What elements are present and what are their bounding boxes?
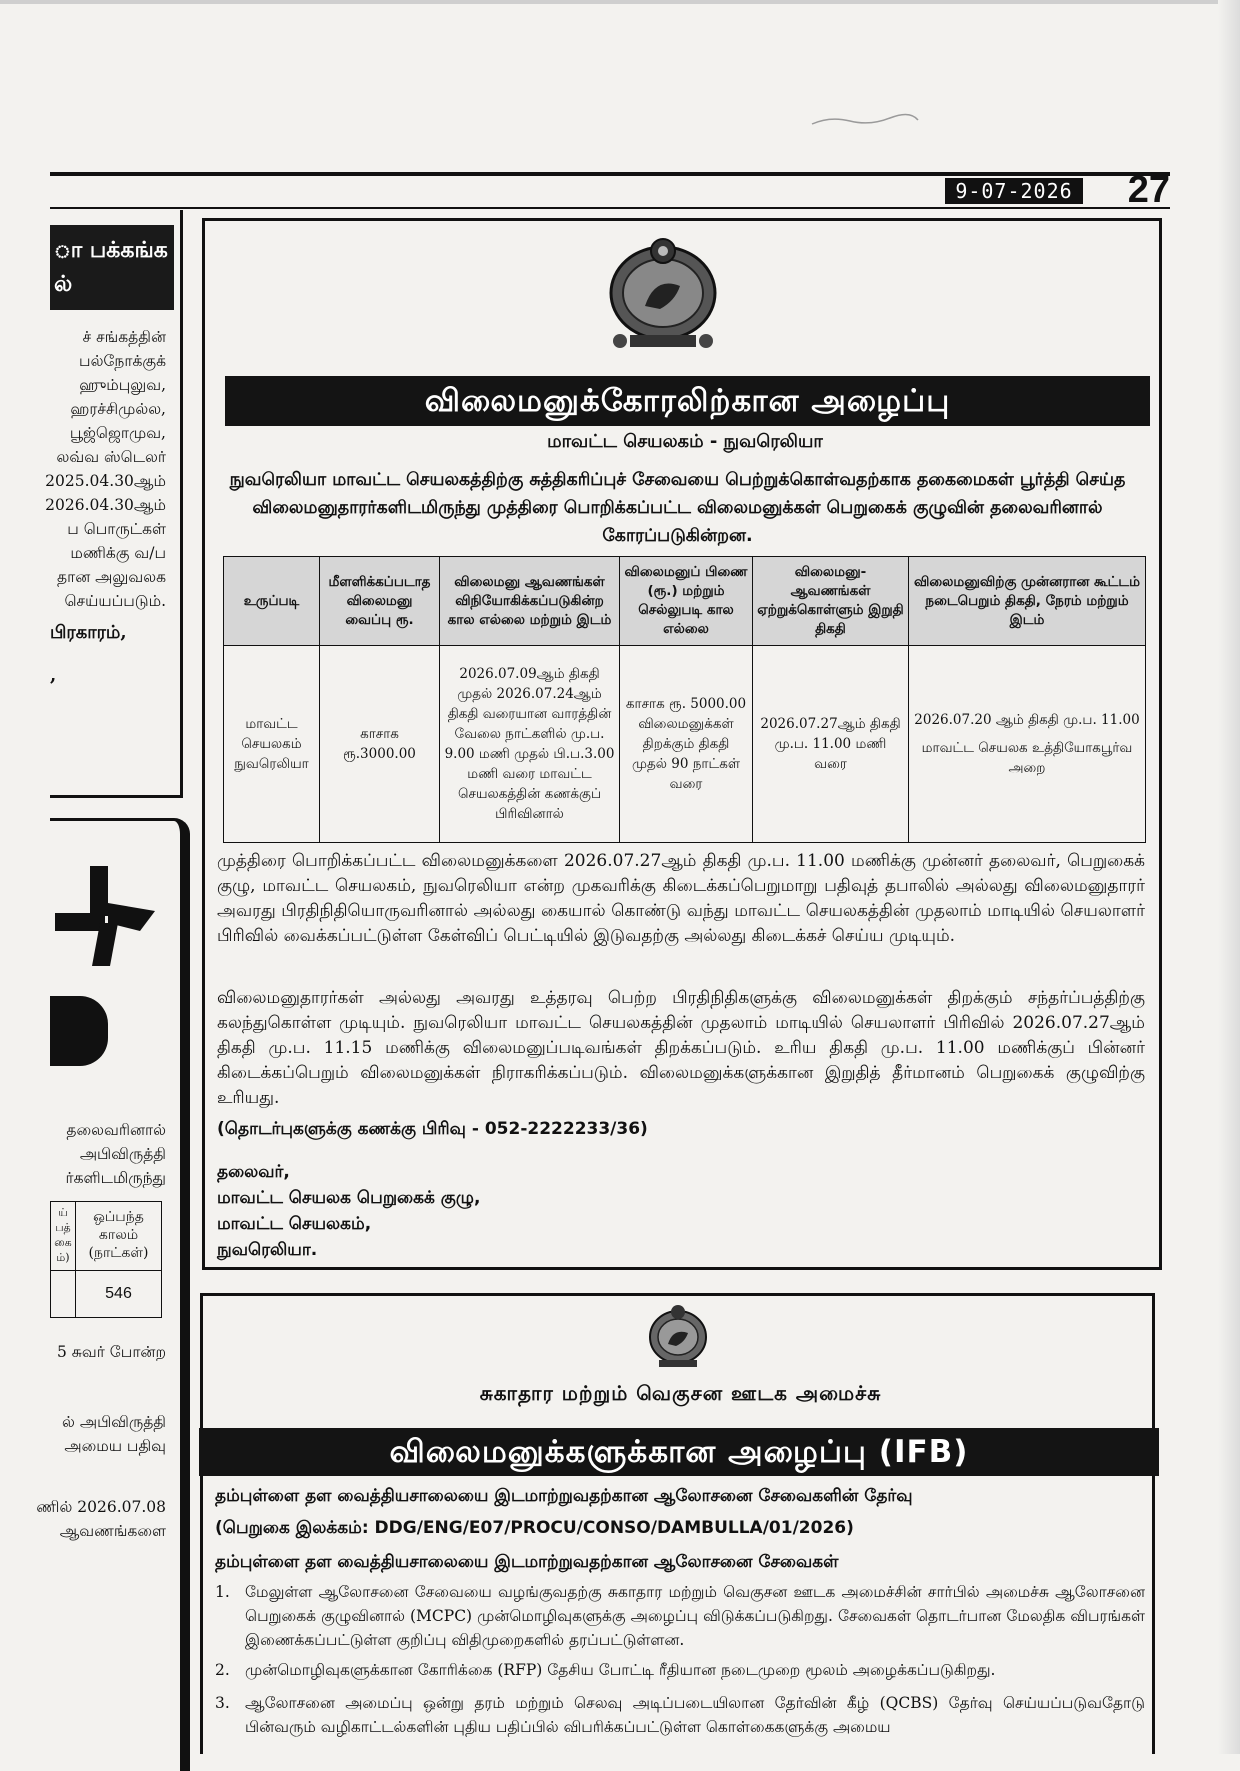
sri-lanka-emblem-icon [600,231,726,351]
opening-paragraph: விலைமனுதாரர்கள் அல்லது அவரது உத்தரவு பெற்ற பிரதிநிதிகளுக்கு விலைமனுக்கள் திறக்கும் சந்தர்ப்பத்திற்கு கலந்துகொள்ள முடியும். நுவரெலியா மாவட்ட செயலகத்தின் முதலாம் மாடியில் செயலாளர் பிரிவில் 2026.07.27ஆம் திகதி மு.ப. 11.15 மணிக்கு விலைமனுப்படிவங்கள் திறக்கப்படும். உரிய திகதி மு.ப. 11.00 மணிக்குப் பின்னர் கிடைக்கப்பெறும் விலைமனுக்கள் நிராகரிக்கப்படும். விலைமனுக்களுக்கான இறுதித் தீர்மானம் பெறுகைக் குழுவிற்கு உரியது. [217,988,1145,1108]
ifb-title: விலைமனுக்களுக்கான அழைப்பு (IFB) [199,1428,1159,1476]
table-cell-closing-date: 2026.07.27ஆம் திகதி மு.ப. 11.00 மணி வரை [753,646,909,843]
left-line: ல் அபிவிருத்தி [62,1413,166,1431]
left-line: 5 சுவர் போன்ற [57,1343,166,1361]
pen-scribble-mark [810,112,920,128]
ministry-name: சுகாதார மற்றும் வெகுசன ஊடக அமைச்சு [479,1381,882,1405]
left-table-cell: 546 [76,1271,162,1318]
left-line: பல்நோக்குக் [79,352,166,370]
tender-intro: நுவரெலியா மாவட்ட செயலகத்திற்கு சுத்திகரிப்புச் சேவையை பெற்றுக்கொள்வதற்காக தகைமைகள் பூர்த்தி செய்த விலைமனுதாரர்களிடமிருந்து முத்திரை பொறிக்கப்பட்ட விலைமனுக்கள் பெறுகைக் குழுவின் தலைவரினால் கோரப்படுகின்றன. [229,470,1126,546]
sri-lanka-emblem-icon [643,1300,713,1370]
left-table-cell [51,1271,76,1318]
tender-notice-nuwara-eliya [202,218,1162,1270]
left-line: பூஜ்ஜொமுவ, [69,424,166,442]
table-cell-pre-bid-meeting [909,646,1146,843]
issue-date: 9-07-2026 [945,178,1083,204]
table-cell-bid-security: காசாக ரூ. 5000.00 விலைமனுக்கள் திறக்கும் திகதி முதல் 90 நாட்கள் வரை [620,646,753,843]
tender-schedule-table [223,556,1146,843]
left-line: லவ்வ ஸ்டெலர் [56,448,166,466]
left-ad-block [50,996,108,1066]
table-header-deposit: மீளளிக்கப்படாத விலைமனு வைப்பு ரூ. [320,557,440,646]
table-cell-deposit: காசாக ரூ.3000.00 [320,646,440,843]
left-line: தலைவரினால் [66,1121,166,1139]
left-line: ப பொருட்கள் [67,520,166,538]
table-header-bid-security: விலைமனுப் பிணை (ரூ.) மற்றும் செல்லுபடி கால எல்லை [620,557,753,646]
ifb-item: 1. மேலுள்ள ஆலோசனை சேவையை வழங்குவதற்கு சுகாதார மற்றும் வெகுசன ஊடக அமைச்சின் சார்பில் அமைச்சு ஆலோசனை பெறுகைக் குழுவினால் (MCPC) முன்மொழிவுகளுக்கு அழைப்பு விடுக்கப்படுகிறது. சேவைகள் தொடர்பான மேலதிக விபரங்கள் இணைக்கப்பட்டுள்ள குறிப்பு விதிமுறைகளில் தரப்பட்டுள்ளன. [215,1583,1145,1649]
left-article-heading: ா பக்கங்க ல் [50,225,174,310]
submission-paragraph: முத்திரை பொறிக்கப்பட்ட விலைமனுக்களை 2026.07.27ஆம் திகதி மு.ப. 11.00 மணிக்கு முன்னர் தலைவர், பெறுகைக் குழு, மாவட்ட செயலகம், நுவரெலியா என்ற முகவரிக்கு கிடைக்கப்பெறுமாறு பதிவுத் தபாலில் அல்லது விலைமனுதாரர் அவரது பிரதிநிதியொருவரினால் அல்லது கையால் கொண்டு வந்து மாவட்ட செயலகத்தின் முதலாம் மாடியில் செயலாளர் பிரிவில் வைக்கப்பட்டுள்ள கேள்விப் பெட்டியில் இடுவதற்கு அல்லது கிடைக்கச் செய்ய முடியும். [217,851,1145,946]
contact-line: (தொடர்புகளுக்கு கணக்கு பிரிவு - 052-2222233/36) [217,1119,648,1139]
tender-notice-health-ministry [200,1293,1155,1754]
signature-block: தலைவர், மாவட்ட செயலக பெறுகைக் குழு, மாவட்ட செயலகம், நுவரெலியா. [217,1162,481,1260]
tender-title: விலைமனுக்கோரலிற்கான அழைப்பு [225,376,1150,426]
left-contract-table [50,1201,162,1318]
left-line: செய்யப்படும். [64,592,166,610]
left-line: அமைய பதிவு [64,1437,166,1455]
left-line: ஆவணங்களை [59,1522,166,1540]
left-bold-line: , [50,665,57,686]
header-rule-bottom [50,207,1170,209]
meeting-venue: மாவட்ட செயலக உத்தியோகபூர்வ அறை [921,740,1133,776]
left-line: ஹும்புலுவ, [79,376,166,394]
table-header-item: உருப்படி [224,557,320,646]
left-line: ணில் 2026.07.08 [36,1498,166,1516]
meeting-datetime: 2026.07.20 ஆம் திகதி மு.ப. 11.00 [914,712,1140,728]
table-cell-issue-period: 2026.07.09ஆம் திகதி முதல் 2026.07.24ஆம் திகதி வரையான வாரத்தின் வேலை நாட்களில் மு.ப. 9.00 மணி முதல் பி.ப.3.00 மணி வரை மாவட்ட செயலகத்தின் கணக்குப் பிரிவினால் [440,646,620,843]
table-header-pre-bid-meeting: விலைமனுவிற்கு முன்னரான கூட்டம் நடைபெறும் திகதி, நேரம் மற்றும் இடம் [909,557,1146,646]
left-table-header: ஒப்பந்த காலம் (நாட்கள்) [76,1202,162,1271]
table-header-issue-period: விலைமனு ஆவணங்கள் விநியோகிக்கப்படுகின்ற கால எல்லை மற்றும் இடம் [440,557,620,646]
table-header-closing-date: விலைமனு-ஆவணங்கள் ஏற்றுக்கொள்ளும் இறுதி திகதி [753,557,909,646]
ifb-item: 2. முன்மொழிவுகளுக்கான கோரிக்கை (RFP) தேசிய போட்டி ரீதியான நடைமுறை மூலம் அழைக்கப்படுகிறது. [215,1661,996,1679]
left-line: 2025.04.30ஆம் [45,472,166,490]
page-edge [0,0,1240,4]
tender-subtitle: மாவட்ட செயலகம் - நுவரெலியா [547,431,823,452]
service-name: தம்புள்ளை தள வைத்தியசாலையை இடமாற்றுவதற்கான ஆலோசனை சேவைகள் [215,1552,839,1572]
left-article-box [45,210,183,798]
left-line: 2026.04.30ஆம் [45,496,166,514]
pinwheel-logo-icon [50,861,160,971]
procurement-number: (பெறுகை இலக்கம்: DDG/ENG/E07/PROCU/CONSO/DAMBULLA/01/2026) [215,1518,854,1538]
page-number: 27 [1127,169,1170,211]
header-rule [50,172,1170,176]
left-table-header: ய் பத் கை ம்) [51,1202,76,1271]
left-line: ச் சங்கத்தின் [82,328,166,346]
left-bold-line: பிரகாரம், [50,622,127,643]
left-line: அபிவிருத்தி [79,1145,166,1163]
ifb-item: 3. ஆலோசனை அமைப்பு ஒன்று தரம் மற்றும் செலவு அடிப்படையிலான தேர்வின் கீழ் (QCBS) தேர்வு செய்யப்படுவதோடு பின்வரும் வழிகாட்டல்களின் புதிய பதிப்பில் விபரிக்கப்பட்டுள்ள கொள்கைகளுக்கு அமைய [215,1694,1145,1736]
table-cell-item: மாவட்ட செயலகம் நுவரெலியா [224,646,320,843]
left-line: ஹரச்சிமுல்ல, [70,400,166,418]
scan-shadow [1218,0,1240,1754]
left-ad-box [36,818,190,1771]
left-line: மணிக்கு வ/ப [70,544,166,562]
left-column-article [36,210,185,1750]
left-line: ர்களிடமிருந்து [65,1169,166,1187]
left-line: தான அலுவலக [57,568,166,586]
ifb-subject: தம்புள்ளை தள வைத்தியசாலையை இடமாற்றுவதற்கான ஆலோசனை சேவைகளின் தேர்வு [215,1486,913,1506]
